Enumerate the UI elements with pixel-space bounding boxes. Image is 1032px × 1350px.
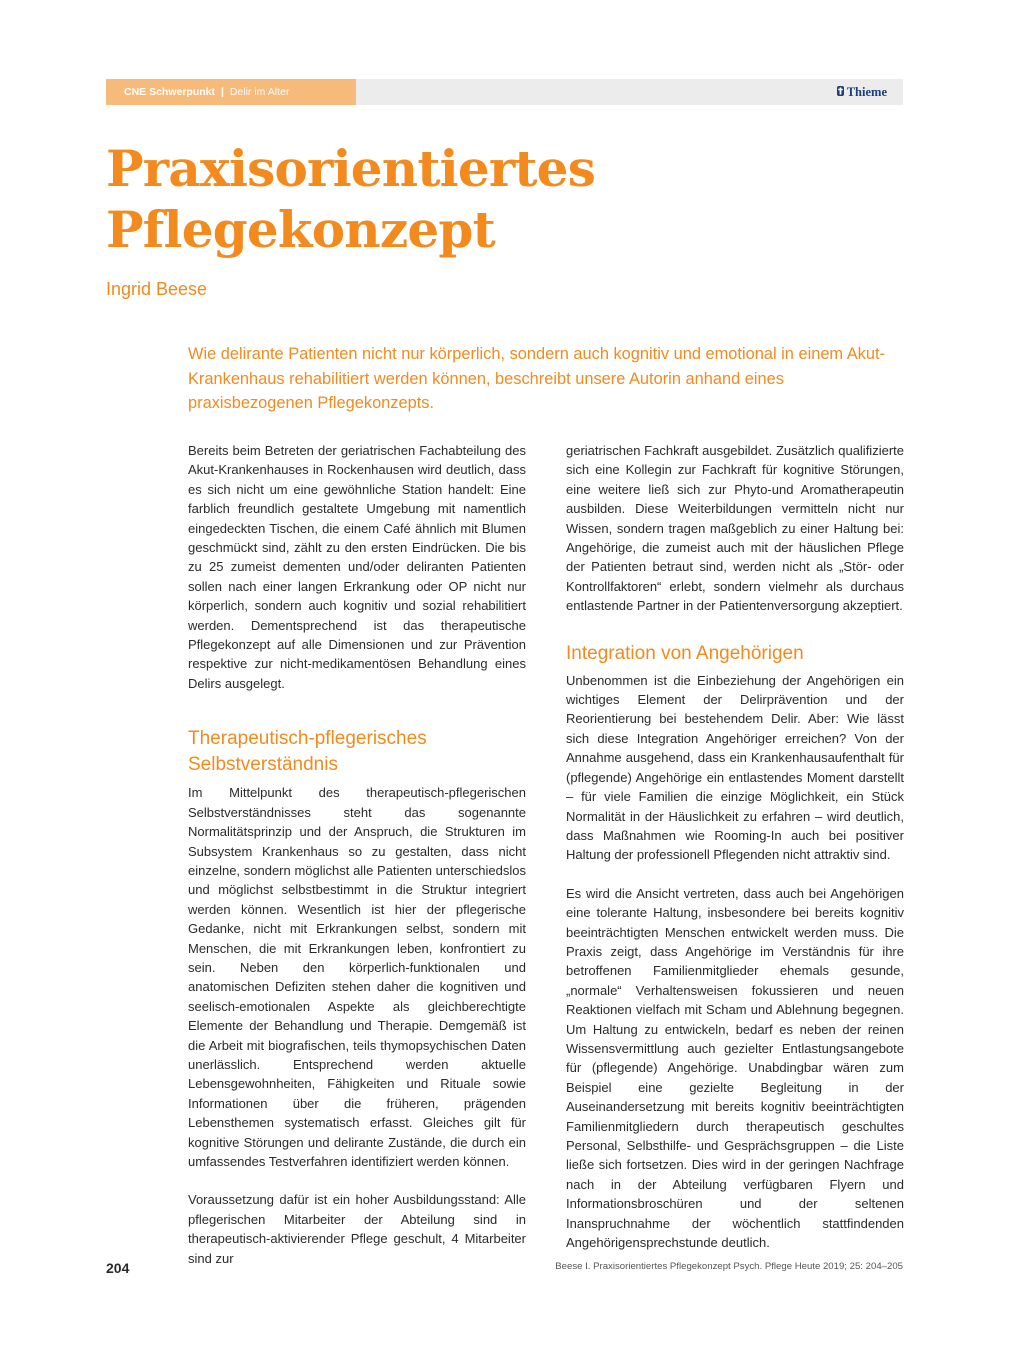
article-lead: Wie delirante Patienten nicht nur körperlich, sondern auch kognitiv und emotional in einem Akut-Krankenhaus rehabilitiert werden können, beschreibt unsere Autorin anhand eines praxisbezogenen Pflegekonzepts. bbox=[188, 345, 885, 413]
section-topic: Delir im Alter bbox=[229, 86, 290, 98]
section-heading: Integration von Angehörigen bbox=[566, 642, 804, 664]
body-paragraph: geriatrischen Fachkraft ausgebildet. Zusätzlich qualifizierte sich eine Kollegin zur Fachkraft für kognitive Störungen, eine weitere ließ sich zur Phyto-und Aromatherapeutin ausbilden. Diese Weiterbildungen vermitteln nicht nur Wissen, sondern tragen maßgeblich zu einer Haltung bei: Angehörige, die zumeist auch mit der häuslichen Pflege der Patienten betraut sind, werden nicht als „Stör- oder Kontrollfaktoren“ erlebt, sondern vielmehr als durchaus entlastende Partner in der Patientenversorgung akzeptiert. bbox=[566, 443, 904, 614]
body-paragraph: Im Mittelpunkt des therapeutisch-pflegerischen Selbstverständnisses steht das sogenannte Normalitätsprinzip und der Anspruch, die Strukturen im Subsystem Krankenhaus so zu gestalten, dass nicht einzelne, sondern möglichst alle Patienten unterschiedslos und möglichst selbstbestimmt in die Struktur integriert werden können. Wesentlich ist hier der pflegerische Gedanke, nicht mit Erkrankungen selbst, sondern mit Menschen, die mit Erkrankungen leben, konfrontiert zu sein. Neben den körperlich-funktionalen und anatomischen Defiziten stehen daher die kognitiven und seelisch-emotionalen Aspekte als gleichberechtigte Elemente der Behandlung und Therapie. Demgemäß ist die Arbeit mit biografischen, teils thymopsychischen Daten unerlässlich. Entsprechend werden aktuelle Lebensgewohnheiten, Fähigkeiten und Rituale sowie Informationen über die früheren, prägenden Lebensthemen systematisch erfasst. Gleiches gilt für kognitive Störungen und delirante Zustände, die durch ein umfassendes Testverfahren identifiziert werden können. bbox=[188, 785, 526, 1169]
section-tab bbox=[106, 79, 356, 105]
title-line: Praxisorientiertes bbox=[106, 139, 596, 198]
publisher-name: Thieme bbox=[846, 85, 887, 99]
body-paragraph: Unbenommen ist die Einbeziehung der Angehörigen ein wichtiges Element der Delirprävention und der Reorientierung bei bestehendem Delir. Aber: Wie lässt sich diese Integration Angehöriger erreichen? Von der Annahme ausgehend, dass ein Krankenhausaufenthalt für (pflegende) Angehörige ein entlastendes Moment darstellt – für viele Familien die einzige Möglichkeit, ein Stück Normalität in der Häuslichkeit zu erfahren – wird deutlich, dass Maßnahmen wie Rooming-In auch bei positiver Haltung der professionell Pflegenden nicht attraktiv sind. bbox=[566, 672, 904, 863]
text-column-left bbox=[188, 441, 526, 1268]
intro-paragraph: Bereits beim Betreten der geriatrischen Fachabteilung des Akut-Krankenhauses in Rockenhausen wird deutlich, dass es sich nicht um eine gewöhnliche Station handelt: Eine farblich freundlich gestaltete Umgebung mit namentlich eingedeckten Tischen, die einem Café ähnlich mit Blumen geschmückt sind, zählt zu den ersten Eindrücken. Die bis zu 25 zumeist dementen und/oder deliranten Patienten sollen nach einer langen Erkrankung oder OP nicht nur körperlich, sondern auch kognitiv und sozial rehabilitiert werden. Dementsprechend ist das therapeutische Pflegekonzept auf alle Dimensionen und zur Prävention respektive zur nicht-medikamentösen Behandlung eines Delirs ausgelegt. bbox=[188, 443, 526, 691]
article-title bbox=[106, 138, 595, 260]
body-paragraph: Voraussetzung dafür ist ein hoher Ausbildungsstand: Alle pflegerischen Mitarbeiter der Abteilung sind in therapeutisch-aktivierender Pflege geschult, 4 Mitarbeiter sind zur bbox=[188, 1192, 526, 1266]
section-heading: Therapeutisch-pflegerisches Selbstverständnis bbox=[188, 728, 427, 776]
article-author: Ingrid Beese bbox=[106, 279, 208, 299]
header-separator: | bbox=[220, 86, 224, 98]
running-header bbox=[106, 79, 903, 105]
citation-footer: Beese I. Praxisorientiertes Pflegekonzept Psych. Pflege Heute 2019; 25: 204–205 bbox=[555, 1261, 903, 1272]
text-column-right bbox=[566, 441, 904, 1252]
page-number: 204 bbox=[106, 1260, 130, 1276]
body-paragraph: Es wird die Ansicht vertreten, dass auch bei Angehörigen eine tolerante Haltung, insbesondere bei bereits kognitiv beeinträchtigten Menschen entwickelt werden muss. Die Praxis zeigt, dass Angehörige im Verständnis für ihre betroffenen Familienmitglieder ehemals gesunde, „normale“ Verhaltensweisen fokussieren und neuen Reaktionen vielfach mit Scham und Ablehnung begegnen. Um Haltung zu entwickeln, bedarf es neben der reinen Wissensvermittlung auch gezielter Entlastungsangebote für (pflegende) Angehörige. Unabdingbar wären zum Beispiel eine gezielte Begleitung in der Auseinandersetzung mit bereits kognitiv beeinträchtigten Familienmitgliedern durch therapeutisch geschultes Personal, Selbsthilfe- und Gesprächsgruppen – die Liste ließe sich fortsetzen. Dies wird in der geringen Nachfrage nach in der Abteilung verfügbaren Flyern und Informationsbroschüren und der seltenen Inanspruchnahme der wöchentlich stattfindenden Angehörigensprechstunde deutlich. bbox=[566, 885, 904, 1251]
section-kicker: CNE Schwerpunkt bbox=[124, 86, 216, 98]
title-line: Pflegekonzept bbox=[106, 200, 495, 259]
publisher-logo bbox=[836, 79, 887, 105]
thieme-emblem-icon bbox=[836, 85, 845, 97]
